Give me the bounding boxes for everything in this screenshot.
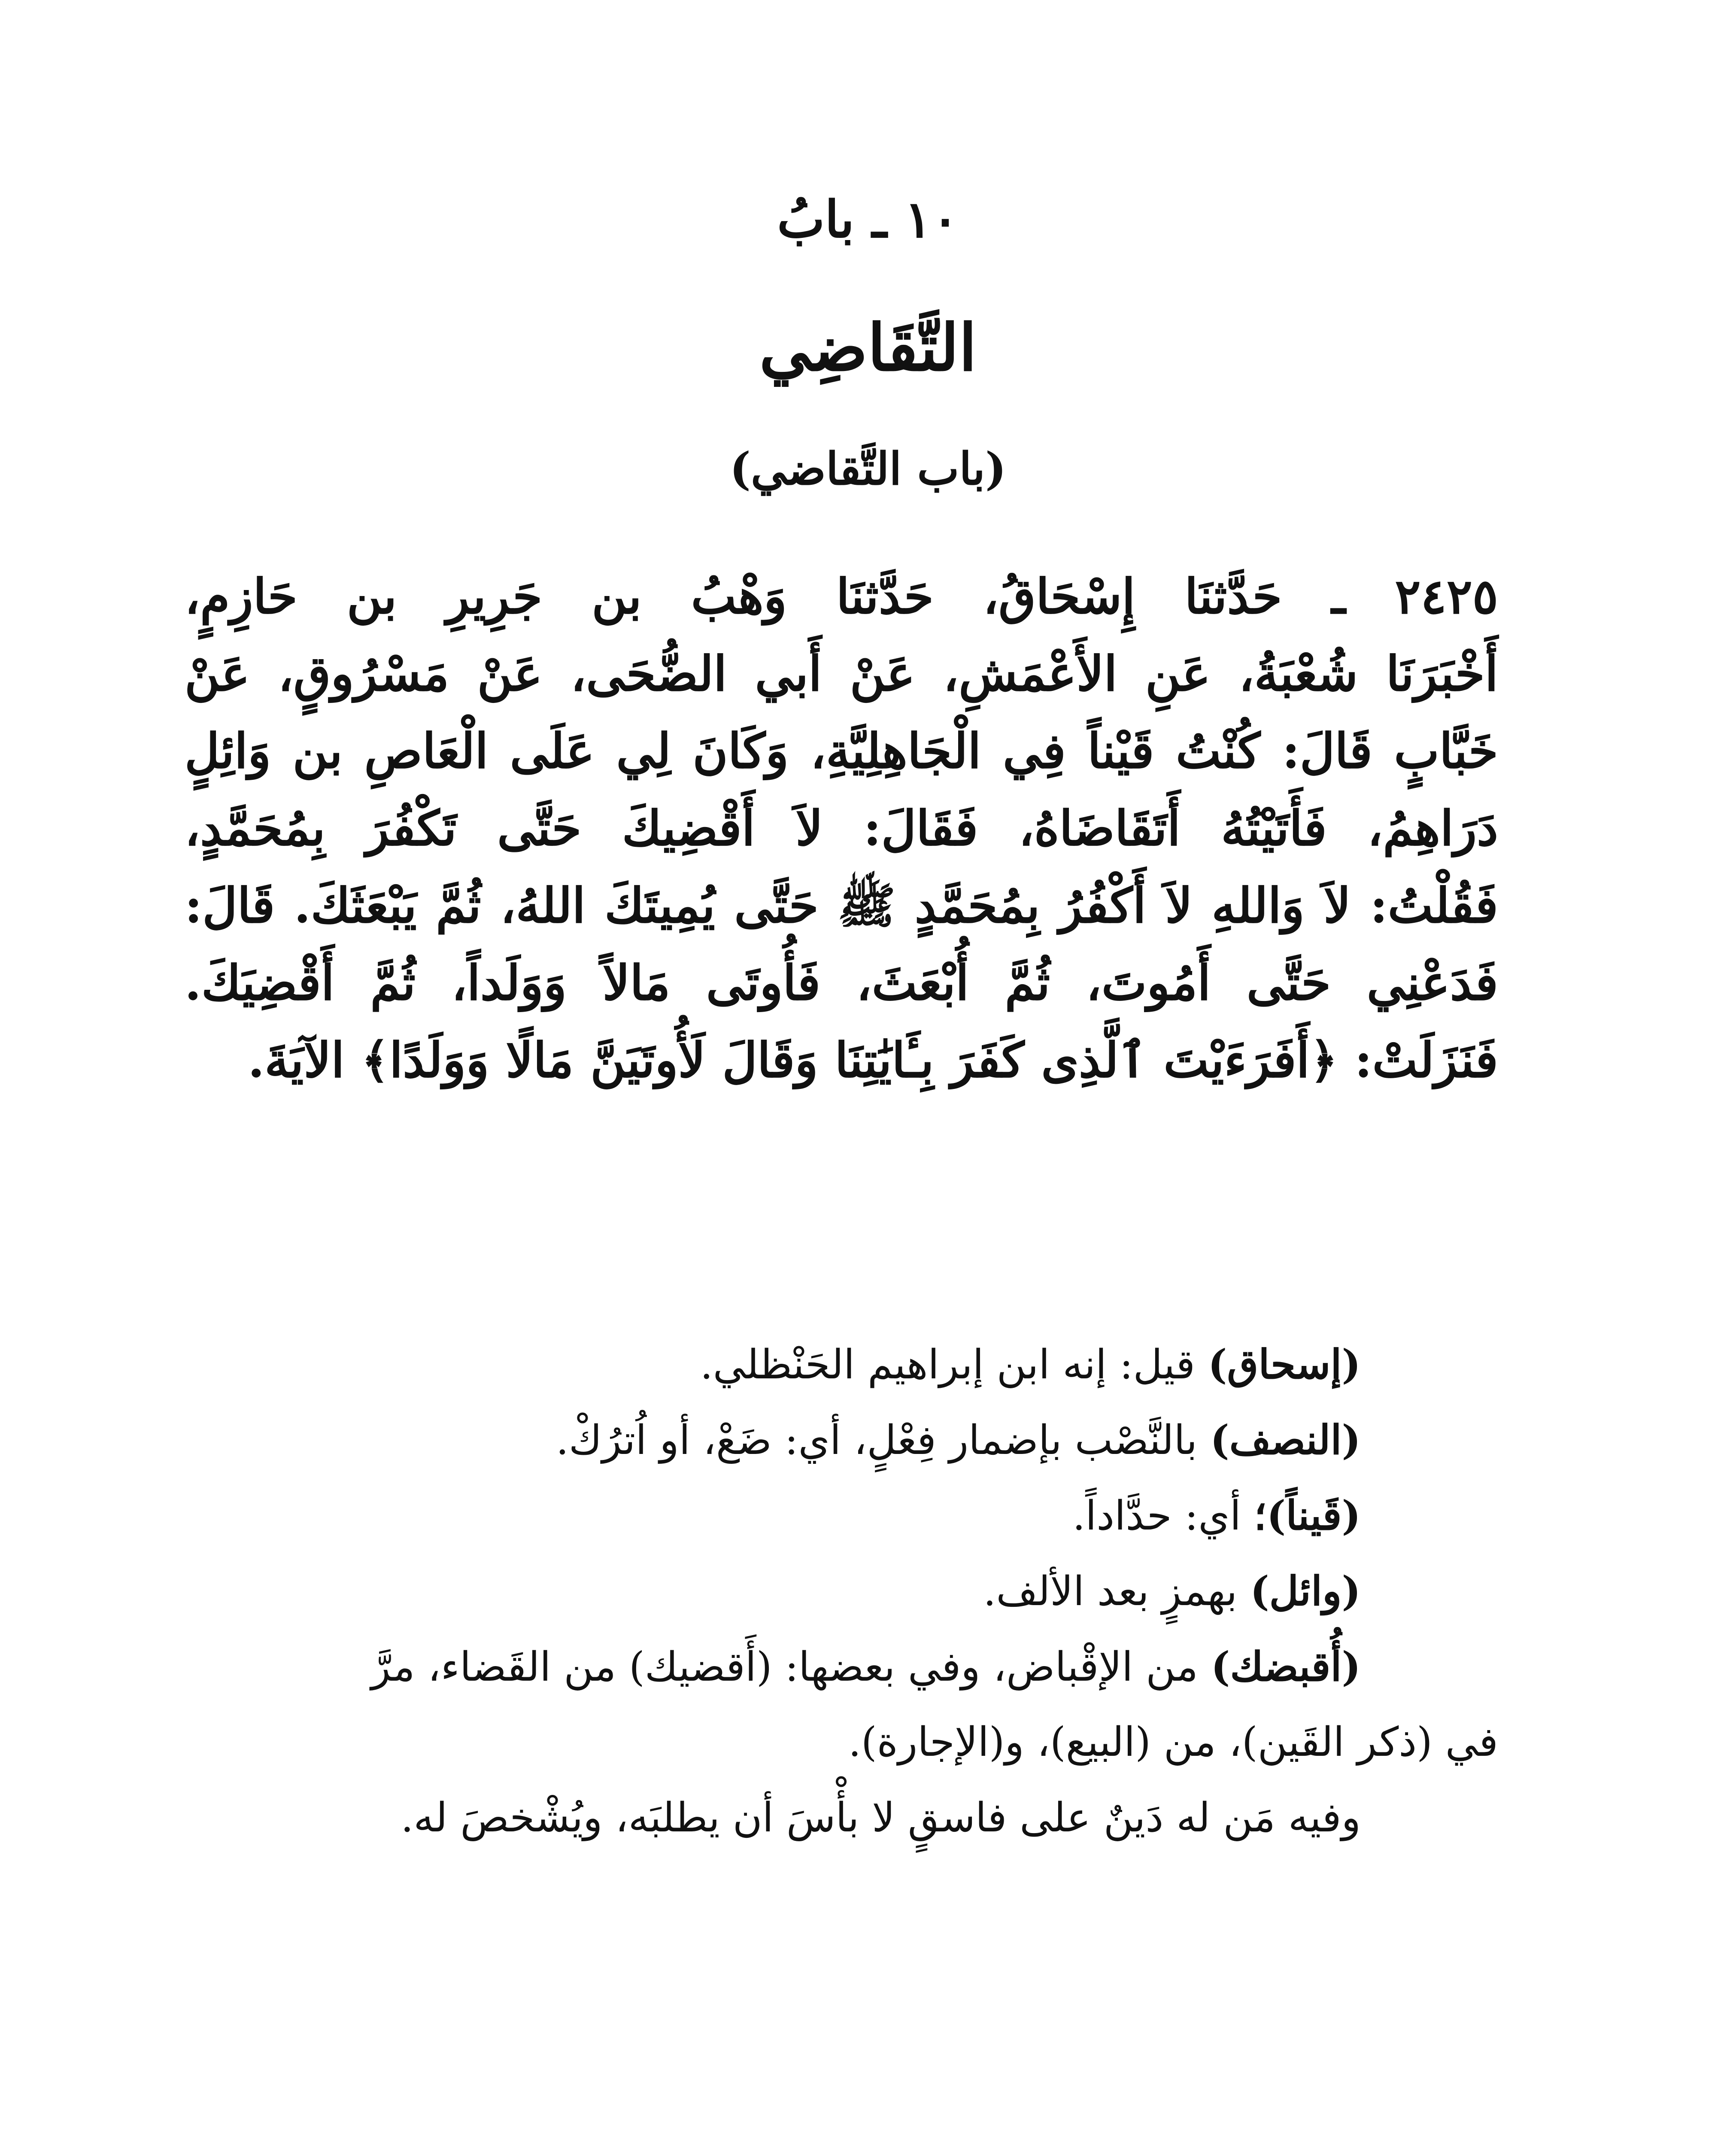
hadith-line: فَدَعْنِي حَتَّى أَمُوتَ، ثُمَّ أُبْعَثَ، فَأُوتَى مَالاً وَوَلَداً، ثُمَّ أَقْضِيَكَ. [185, 955, 1498, 1011]
note-text: من الإقْباض، وفي بعضها: (أَقضيك) من القَضاء، مرَّ [371, 1644, 1211, 1691]
hadith-line: دَرَاهِمُ، فَأَتَيْتُهُ أَتَقَاضَاهُ، فَقَالَ: لاَ أَقْضِيكَ حَتَّى تَكْفُرَ بِمُحَمَّدٍ، [185, 800, 1498, 857]
hadith-text [185, 558, 1498, 1099]
hadith-line: فَقُلْتُ: لاَ وَاللهِ لاَ أَكْفُرُ بِمُحَمَّدٍ ﷺ حَتَّى يُمِيتَكَ اللهُ، ثُمَّ يَبْعَثَكَ. قَالَ: [185, 878, 1498, 934]
hadith-line: أَخْبَرَنَا شُعْبَةُ، عَنِ الأَعْمَشِ، عَنْ أَبي الضُّحَى، عَنْ مَسْرُوقٍ، عَنْ [185, 646, 1498, 702]
commentary-notes [185, 1327, 1498, 1856]
note-term: (النصف) [1210, 1417, 1361, 1464]
note-term: (قَيناً)؛ [1253, 1492, 1361, 1539]
note-line-continuation [185, 1705, 1498, 1780]
note-term: (إسحاق) [1208, 1341, 1361, 1388]
note-line [185, 1402, 1498, 1478]
chapter-number: ١٠ ـ بابُ [777, 189, 959, 249]
note-text: قيل: إنه ابن إبراهيم الحَنْظلي. [700, 1341, 1208, 1388]
note-term: (وائل) [1250, 1568, 1361, 1615]
hadith-line-quran-verse: فَنَزَلَتْ: ﴿أَفَرَءَيْتَ ٱلَّذِى كَفَرَ بِـَٔايَٰتِنَا وَقَالَ لَأُوتَيَنَّ مَالًا وَوَلَدًا﴾ الآيَةَ. [248, 1032, 1498, 1089]
note-text: بهمزٍ بعد الألف. [983, 1568, 1250, 1615]
note-text: وفيه مَن له دَينٌ على فاسقٍ لا بأْسَ أن يطلبَه، ويُشْخصَ له. [401, 1794, 1361, 1841]
note-line [185, 1554, 1498, 1629]
hadith-line: خَبَّابٍ قَالَ: كُنْتُ قَيْناً فِي الْجَاهِلِيَّةِ، وَكَانَ لِي عَلَى الْعَاصِ بن وَائِلٍ [185, 723, 1498, 779]
note-text: أي: حدَّاداً. [1072, 1493, 1254, 1539]
note-line [185, 1478, 1498, 1554]
chapter-title: التَّقَاضِي [759, 310, 977, 386]
note-text: بالنَّصْب بإضمار فِعْلٍ، أي: ضَعْ، أو اُترُكْ. [555, 1417, 1211, 1464]
hadith-line: ٢٤٢٥ ـ حَدَّثنَا إِسْحَاقُ، حَدَّثنَا وَهْبُ بن جَرِيرِ بن حَازِمٍ، [185, 569, 1498, 625]
note-line [185, 1780, 1498, 1856]
note-text: في (ذكر القَين)، من (البيع)، و(الإجارة). [848, 1719, 1498, 1766]
note-line [185, 1629, 1498, 1705]
section-heading: (باب التَّقاضي) [729, 442, 1007, 495]
note-term: (أُقبضك) [1211, 1643, 1361, 1691]
note-line [185, 1327, 1498, 1402]
